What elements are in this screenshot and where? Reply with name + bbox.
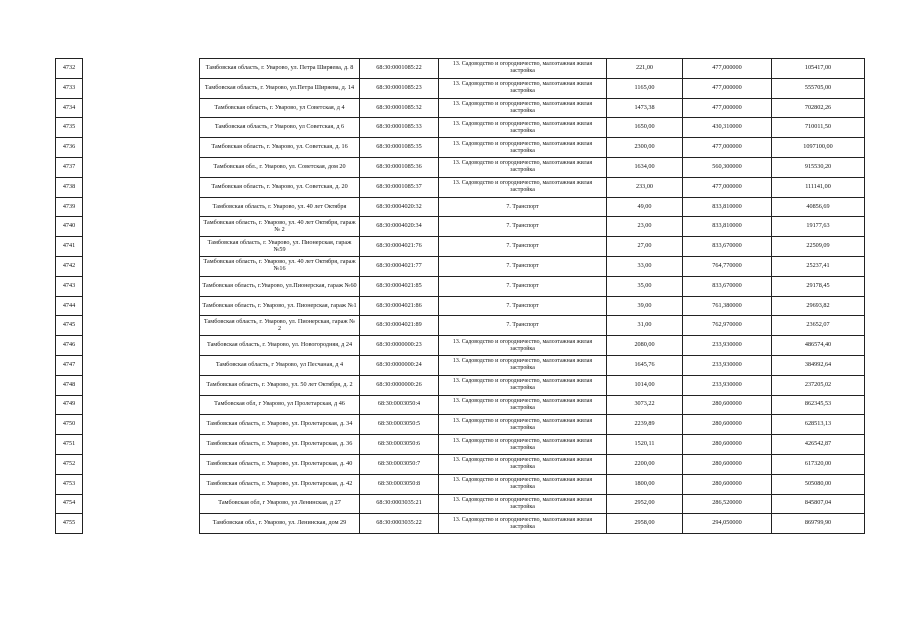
- blank-gap-cell: [83, 98, 200, 118]
- specific-value-cell: 833,670000: [683, 237, 772, 257]
- address-cell: Тамбовская область, г. Уварово, ул Советская, д 4: [200, 98, 360, 118]
- cadastral-number-cell: 68:30:0004021:76: [360, 237, 439, 257]
- specific-value-cell: 477,000000: [683, 98, 772, 118]
- cadastral-value-cell: 1097100,00: [772, 138, 865, 158]
- land-use-cell: 13. Садоводство и огородничество, малоэтажная жилая застройка: [439, 355, 607, 375]
- row-number-cell: 4736: [56, 138, 83, 158]
- cadastral-number-cell: 68:30:0003050:8: [360, 474, 439, 494]
- area-cell: 1520,11: [607, 435, 683, 455]
- specific-value-cell: 286,520000: [683, 494, 772, 514]
- address-cell: Тамбовская обл., г. Уварово, ул. Советская, дом 20: [200, 157, 360, 177]
- row-number-cell: 4755: [56, 514, 83, 534]
- blank-gap-cell: [83, 256, 200, 276]
- address-cell: Тамбовская область, г. Уварово, ул. Пролетарская, д. 42: [200, 474, 360, 494]
- cadastral-value-cell: 915530,20: [772, 157, 865, 177]
- blank-gap-cell: [83, 276, 200, 296]
- cadastral-value-cell: 555705,00: [772, 78, 865, 98]
- area-cell: 23,00: [607, 217, 683, 237]
- row-number-cell: 4747: [56, 355, 83, 375]
- blank-gap-cell: [83, 78, 200, 98]
- specific-value-cell: 762,970000: [683, 316, 772, 336]
- cadastral-number-cell: 68:30:0001085:32: [360, 98, 439, 118]
- address-cell: Тамбовская область, г. Уварово, ул. 40 лет Октября, гараж №16: [200, 256, 360, 276]
- cadastral-value-cell: 237205,02: [772, 375, 865, 395]
- land-use-cell: 13. Садоводство и огородничество, малоэтажная жилая застройка: [439, 157, 607, 177]
- blank-gap-cell: [83, 355, 200, 375]
- address-cell: Тамбовская область, г Уварово, ул Советская, д 6: [200, 118, 360, 138]
- table-row: [56, 59, 865, 79]
- area-cell: 2958,00: [607, 514, 683, 534]
- land-use-cell: 7. Транспорт: [439, 316, 607, 336]
- row-number-cell: 4743: [56, 276, 83, 296]
- land-use-cell: 13. Садоводство и огородничество, малоэтажная жилая застройка: [439, 454, 607, 474]
- specific-value-cell: 560,300000: [683, 157, 772, 177]
- cadastral-number-cell: 68:30:0000000:26: [360, 375, 439, 395]
- cadastral-value-cell: 22509,09: [772, 237, 865, 257]
- area-cell: 2300,00: [607, 138, 683, 158]
- area-cell: 1014,00: [607, 375, 683, 395]
- address-cell: Тамбовская область, г Уварово, ул Песчаная, д 4: [200, 355, 360, 375]
- area-cell: 2200,00: [607, 454, 683, 474]
- table-row: [56, 375, 865, 395]
- row-number-cell: 4738: [56, 177, 83, 197]
- table-row: [56, 474, 865, 494]
- cadastral-value-cell: 25237,41: [772, 256, 865, 276]
- address-cell: Тамбовская область, г. Уварово, ул. Пролетарская, д. 40: [200, 454, 360, 474]
- row-number-cell: 4742: [56, 256, 83, 276]
- area-cell: 49,00: [607, 197, 683, 217]
- blank-gap-cell: [83, 237, 200, 257]
- table-row: [56, 395, 865, 415]
- row-number-cell: 4741: [56, 237, 83, 257]
- cadastral-value-cell: 862345,53: [772, 395, 865, 415]
- address-cell: Тамбовская область, г. Уварово, ул. Советская, д. 20: [200, 177, 360, 197]
- blank-gap-cell: [83, 474, 200, 494]
- land-use-cell: 13. Садоводство и огородничество, малоэтажная жилая застройка: [439, 514, 607, 534]
- address-cell: Тамбовская область, г.Уварово, ул.Пионерская, гараж №60: [200, 276, 360, 296]
- row-number-cell: 4745: [56, 316, 83, 336]
- address-cell: Тамбовская область, г. Уварово, ул. 40 лет Октября: [200, 197, 360, 217]
- table-row: [56, 98, 865, 118]
- specific-value-cell: 833,810000: [683, 217, 772, 237]
- blank-gap-cell: [83, 336, 200, 356]
- register-page: [55, 58, 864, 534]
- land-use-cell: 13. Садоводство и огородничество, малоэтажная жилая застройка: [439, 59, 607, 79]
- specific-value-cell: 761,380000: [683, 296, 772, 316]
- specific-value-cell: 280,600000: [683, 454, 772, 474]
- land-use-cell: 7. Транспорт: [439, 276, 607, 296]
- blank-gap-cell: [83, 395, 200, 415]
- cadastral-number-cell: 68:30:0003050:4: [360, 395, 439, 415]
- row-number-cell: 4750: [56, 415, 83, 435]
- cadastral-value-cell: 710011,50: [772, 118, 865, 138]
- address-cell: Тамбовская область, г. Уварово, ул. Пролетарская, д. 36: [200, 435, 360, 455]
- cadastral-number-cell: 68:30:0001085:37: [360, 177, 439, 197]
- table-row: [56, 256, 865, 276]
- area-cell: 1645,76: [607, 355, 683, 375]
- land-use-cell: 7. Транспорт: [439, 256, 607, 276]
- address-cell: Тамбовская область, г. Уварово, ул. Новогородняя, д 24: [200, 336, 360, 356]
- blank-gap-cell: [83, 415, 200, 435]
- table-row: [56, 435, 865, 455]
- cadastral-number-cell: 68:30:0003050:6: [360, 435, 439, 455]
- table-row: [56, 177, 865, 197]
- cadastral-number-cell: 68:30:0001085:35: [360, 138, 439, 158]
- row-number-cell: 4737: [56, 157, 83, 177]
- cadastral-value-cell: 486574,40: [772, 336, 865, 356]
- area-cell: 1473,38: [607, 98, 683, 118]
- area-cell: 233,00: [607, 177, 683, 197]
- row-number-cell: 4735: [56, 118, 83, 138]
- blank-gap-cell: [83, 494, 200, 514]
- land-use-cell: 13. Садоводство и огородничество, малоэтажная жилая застройка: [439, 375, 607, 395]
- cadastral-number-cell: 68:30:0003050:7: [360, 454, 439, 474]
- cadastral-value-cell: 29693,82: [772, 296, 865, 316]
- row-number-cell: 4749: [56, 395, 83, 415]
- land-use-cell: 7. Транспорт: [439, 197, 607, 217]
- specific-value-cell: 477,000000: [683, 78, 772, 98]
- table-row: [56, 157, 865, 177]
- area-cell: 33,00: [607, 256, 683, 276]
- cadastral-value-cell: 845807,04: [772, 494, 865, 514]
- cadastral-value-cell: 384992,64: [772, 355, 865, 375]
- table-row: [56, 197, 865, 217]
- table-row: [56, 494, 865, 514]
- area-cell: 2239,89: [607, 415, 683, 435]
- cadastral-number-cell: 68:30:0004021:85: [360, 276, 439, 296]
- cadastral-number-cell: 68:30:0004020:32: [360, 197, 439, 217]
- specific-value-cell: 280,600000: [683, 395, 772, 415]
- land-use-cell: 7. Транспорт: [439, 237, 607, 257]
- blank-gap-cell: [83, 217, 200, 237]
- cadastral-value-cell: 702802,26: [772, 98, 865, 118]
- table-row: [56, 276, 865, 296]
- specific-value-cell: 430,310000: [683, 118, 772, 138]
- land-use-cell: 13. Садоводство и огородничество, малоэтажная жилая застройка: [439, 395, 607, 415]
- cadastral-value-cell: 505080,00: [772, 474, 865, 494]
- table-row: [56, 138, 865, 158]
- table-row: [56, 514, 865, 534]
- blank-gap-cell: [83, 514, 200, 534]
- land-use-cell: 13. Садоводство и огородничество, малоэтажная жилая застройка: [439, 98, 607, 118]
- area-cell: 3073,22: [607, 395, 683, 415]
- table-body: [56, 59, 865, 534]
- land-use-cell: 13. Садоводство и огородничество, малоэтажная жилая застройка: [439, 336, 607, 356]
- cadastral-number-cell: 68:30:0001085:22: [360, 59, 439, 79]
- cadastral-value-cell: 617320,00: [772, 454, 865, 474]
- cadastral-number-cell: 68:30:0004021:86: [360, 296, 439, 316]
- address-cell: Тамбовская область, г. Уварово, ул. Пролетарская, д. 34: [200, 415, 360, 435]
- specific-value-cell: 477,000000: [683, 59, 772, 79]
- row-number-cell: 4746: [56, 336, 83, 356]
- area-cell: 1634,00: [607, 157, 683, 177]
- cadastral-number-cell: 68:30:0003035:21: [360, 494, 439, 514]
- specific-value-cell: 833,810000: [683, 197, 772, 217]
- specific-value-cell: 477,000000: [683, 138, 772, 158]
- cadastral-number-cell: 68:30:0003035:22: [360, 514, 439, 534]
- row-number-cell: 4753: [56, 474, 83, 494]
- area-cell: 1165,00: [607, 78, 683, 98]
- area-cell: 1800,00: [607, 474, 683, 494]
- address-cell: Тамбовская обл, г Уварово, ул Пролетарская, д 46: [200, 395, 360, 415]
- land-use-cell: 13. Садоводство и огородничество, малоэтажная жилая застройка: [439, 118, 607, 138]
- specific-value-cell: 477,000000: [683, 177, 772, 197]
- specific-value-cell: 294,050000: [683, 514, 772, 534]
- land-use-cell: 13. Садоводство и огородничество, малоэтажная жилая застройка: [439, 435, 607, 455]
- area-cell: 27,00: [607, 237, 683, 257]
- cadastral-number-cell: 68:30:0001085:23: [360, 78, 439, 98]
- cadastral-number-cell: 68:30:0001085:33: [360, 118, 439, 138]
- cadastral-value-cell: 19177,63: [772, 217, 865, 237]
- table-row: [56, 454, 865, 474]
- land-use-cell: 13. Садоводство и огородничество, малоэтажная жилая застройка: [439, 474, 607, 494]
- row-number-cell: 4734: [56, 98, 83, 118]
- blank-gap-cell: [83, 435, 200, 455]
- specific-value-cell: 233,930000: [683, 336, 772, 356]
- specific-value-cell: 233,930000: [683, 375, 772, 395]
- area-cell: 2080,00: [607, 336, 683, 356]
- address-cell: Тамбовская область, г. Уварово, ул. 40 лет Октября, гараж № 2: [200, 217, 360, 237]
- area-cell: 221,00: [607, 59, 683, 79]
- cadastral-number-cell: 68:30:0004020:34: [360, 217, 439, 237]
- area-cell: 1650,00: [607, 118, 683, 138]
- blank-gap-cell: [83, 375, 200, 395]
- land-use-cell: 13. Садоводство и огородничество, малоэтажная жилая застройка: [439, 415, 607, 435]
- address-cell: Тамбовская область, г. Уварово, ул. Пионерская, гараж № 2: [200, 316, 360, 336]
- table-row: [56, 78, 865, 98]
- cadastral-value-cell: 426542,87: [772, 435, 865, 455]
- row-number-cell: 4733: [56, 78, 83, 98]
- specific-value-cell: 764,770000: [683, 256, 772, 276]
- cadastral-value-cell: 111141,00: [772, 177, 865, 197]
- specific-value-cell: 280,600000: [683, 415, 772, 435]
- land-use-cell: 7. Транспорт: [439, 217, 607, 237]
- land-use-cell: 7. Транспорт: [439, 296, 607, 316]
- table-row: [56, 355, 865, 375]
- cadastral-value-cell: 105417,00: [772, 59, 865, 79]
- blank-gap-cell: [83, 316, 200, 336]
- blank-gap-cell: [83, 138, 200, 158]
- row-number-cell: 4740: [56, 217, 83, 237]
- cadastral-number-cell: 68:30:0000000:24: [360, 355, 439, 375]
- row-number-cell: 4739: [56, 197, 83, 217]
- cadastral-value-cell: 23652,07: [772, 316, 865, 336]
- address-cell: Тамбовская область, г. Уварово, ул. Петра Ширяева, д. 8: [200, 59, 360, 79]
- address-cell: Тамбовская область, г. Уварово, ул. 50 лет Октября, д. 2: [200, 375, 360, 395]
- address-cell: Тамбовская область, г. Уварово, ул. Советская, д. 16: [200, 138, 360, 158]
- row-number-cell: 4744: [56, 296, 83, 316]
- table-row: [56, 296, 865, 316]
- address-cell: Тамбовская область, г. Уварово, ул. Пионерская, гараж №1: [200, 296, 360, 316]
- land-use-cell: 13. Садоводство и огородничество, малоэтажная жилая застройка: [439, 78, 607, 98]
- area-cell: 39,00: [607, 296, 683, 316]
- table-row: [56, 237, 865, 257]
- table-row: [56, 118, 865, 138]
- table-row: [56, 415, 865, 435]
- address-cell: Тамбовская обл, г Уварово, ул Ленинская, д 27: [200, 494, 360, 514]
- table-row: [56, 316, 865, 336]
- blank-gap-cell: [83, 454, 200, 474]
- cadastral-number-cell: 68:30:0004021:89: [360, 316, 439, 336]
- row-number-cell: 4751: [56, 435, 83, 455]
- row-number-cell: 4752: [56, 454, 83, 474]
- row-number-cell: 4754: [56, 494, 83, 514]
- blank-gap-cell: [83, 296, 200, 316]
- blank-gap-cell: [83, 59, 200, 79]
- specific-value-cell: 280,600000: [683, 435, 772, 455]
- blank-gap-cell: [83, 177, 200, 197]
- table-row: [56, 336, 865, 356]
- area-cell: 2952,00: [607, 494, 683, 514]
- cadastral-number-cell: 68:30:0000000:23: [360, 336, 439, 356]
- land-use-cell: 13. Садоводство и огородничество, малоэтажная жилая застройка: [439, 138, 607, 158]
- address-cell: Тамбовская область, г. Уварово, ул.Петра Ширяева, д. 14: [200, 78, 360, 98]
- specific-value-cell: 280,600000: [683, 474, 772, 494]
- table-row: [56, 217, 865, 237]
- cadastral-number-cell: 68:30:0003050:5: [360, 415, 439, 435]
- area-cell: 35,00: [607, 276, 683, 296]
- address-cell: Тамбовская обл., г. Уварово, ул. Ленинская, дом 29: [200, 514, 360, 534]
- cadastral-number-cell: 68:30:0004021:77: [360, 256, 439, 276]
- blank-gap-cell: [83, 197, 200, 217]
- specific-value-cell: 833,670000: [683, 276, 772, 296]
- cadastral-value-cell: 869799,90: [772, 514, 865, 534]
- address-cell: Тамбовская область, г. Уварово, ул. Пионерская, гараж №59: [200, 237, 360, 257]
- cadastral-value-table: [55, 58, 865, 534]
- area-cell: 31,00: [607, 316, 683, 336]
- blank-gap-cell: [83, 118, 200, 138]
- blank-gap-cell: [83, 157, 200, 177]
- cadastral-number-cell: 68:30:0001085:36: [360, 157, 439, 177]
- row-number-cell: 4732: [56, 59, 83, 79]
- land-use-cell: 13. Садоводство и огородничество, малоэтажная жилая застройка: [439, 177, 607, 197]
- specific-value-cell: 233,930000: [683, 355, 772, 375]
- cadastral-value-cell: 40856,69: [772, 197, 865, 217]
- cadastral-value-cell: 29178,45: [772, 276, 865, 296]
- land-use-cell: 13. Садоводство и огородничество, малоэтажная жилая застройка: [439, 494, 607, 514]
- cadastral-value-cell: 628513,13: [772, 415, 865, 435]
- row-number-cell: 4748: [56, 375, 83, 395]
